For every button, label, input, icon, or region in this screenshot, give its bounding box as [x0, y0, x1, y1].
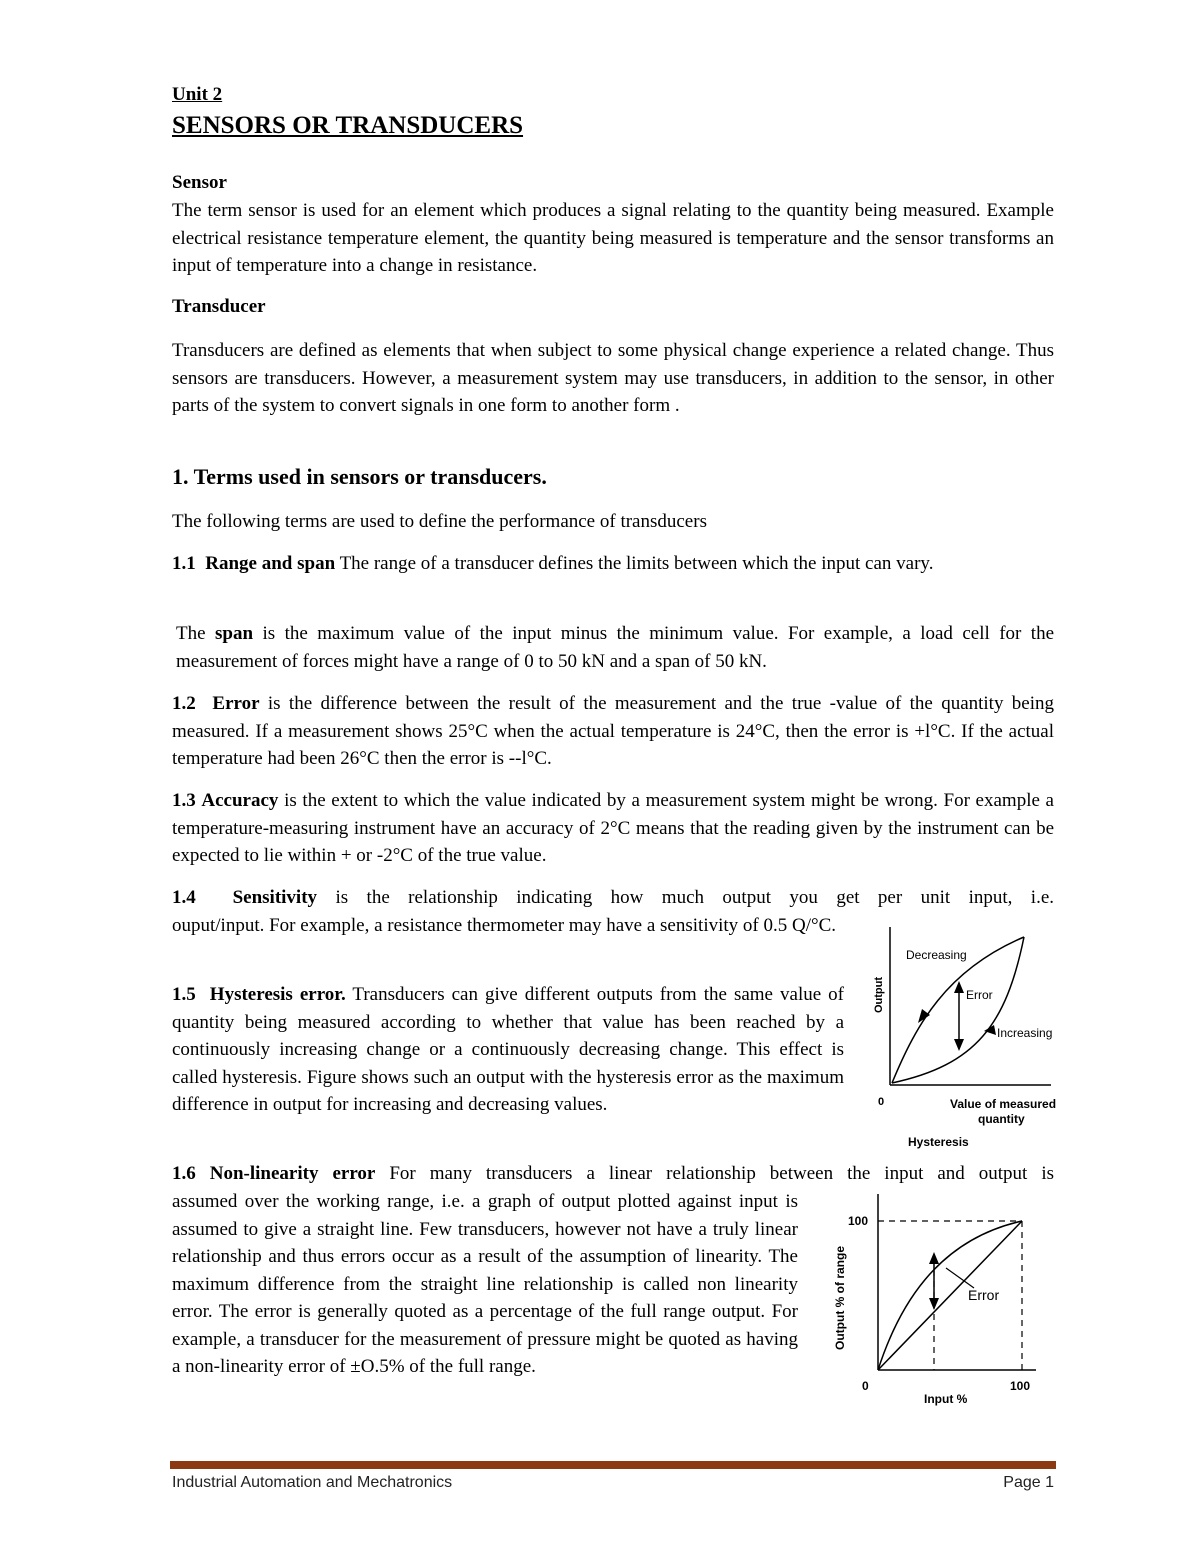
- term-nonlinearity-num: 1.6: [172, 1163, 196, 1184]
- nonlinearity-x-label: Input %: [924, 1392, 968, 1406]
- term-sensitivity-text-line1: is the relationship indicating how much output you get per unit input, i.e.: [335, 887, 1055, 908]
- term-sensitivity-line1: [172, 884, 1054, 912]
- hysteresis-caption: Hysteresis: [908, 1135, 969, 1149]
- arrow-up-icon: [929, 1252, 939, 1264]
- term-nonlinearity-line1: [172, 1160, 1054, 1188]
- unit-label: Unit 2: [172, 84, 223, 105]
- term-accuracy-name: Accuracy: [201, 790, 279, 811]
- term-hysteresis-text: Transducers can give different outputs from the same value of quantity being measured according to whether that value has been reached by a continuously increasing change or a continuously decreasing change. This effect is called hysteresis. Figure shows such an output with the hysteresis error as the maximum difference in output for increasing and decreasing values.: [172, 984, 845, 1115]
- term-sensitivity-name: Sensitivity: [232, 887, 318, 908]
- nonlinearity-origin: 0: [862, 1379, 869, 1393]
- term-accuracy: [172, 787, 1054, 870]
- term-nonlinearity-rest: assumed over the working range, i.e. a graph of output plotted against input is assumed to give a straight line. Few transducers, however not have a truly linear relationship and thus errors occur as a result of the assumption of linearity. The maximum difference from the straight line relationship is called non linearity error. The error is generally quoted as a percentage of the full range output. For example, a transducer for the measurement of pressure might be quoted as having a non-linearity error of ±O.5% of the full range.: [172, 1191, 798, 1377]
- term-nonlinearity-name: Non-linearity error: [209, 1163, 376, 1184]
- transducer-paragraph: Transducers are defined as elements that when subject to some physical change experience a related change. Thus sensors are transducers. However, a measurement system may use transducers, in addition to the sensor, in other parts of the system to convert signals in one form to another form .: [172, 340, 1054, 416]
- section-1-intro: The following terms are used to define the performance of transducers: [172, 511, 707, 532]
- page-title: SENSORS OR TRANSDUCERS: [172, 112, 524, 139]
- term-accuracy-text: is the extent to which the value indicated by a measurement system might be wrong. For example a temperature-measuring instrument have an accuracy of 2°C means that the reading given by the instrument can be expected to lie within + or -2°C of the true value.: [172, 790, 1054, 866]
- term-range-name: Range and span: [205, 553, 336, 574]
- section-1-heading: 1. Terms used in sensors or transducers.: [172, 464, 547, 489]
- term-span-word: span: [215, 623, 254, 644]
- arrow-down-icon: [954, 1039, 964, 1051]
- term-span: [176, 620, 1054, 675]
- term-error-name: Error: [212, 693, 260, 714]
- hysteresis-x-label-2: quantity: [978, 1112, 1025, 1126]
- term-hysteresis-num: 1.5: [172, 984, 196, 1005]
- term-sensitivity-num: 1.4: [172, 887, 196, 908]
- nonlinearity-figure: [826, 1188, 1062, 1410]
- hysteresis-figure: [856, 915, 1066, 1155]
- sensor-heading: Sensor: [172, 172, 227, 193]
- nonlinearity-x-max: 100: [1010, 1379, 1031, 1393]
- hysteresis-decreasing-label: Decreasing: [906, 948, 967, 962]
- hysteresis-x-label-1: Value of measured: [950, 1097, 1057, 1111]
- term-range: [172, 550, 1054, 578]
- sensor-paragraph: The term sensor is used for an element which produces a signal relating to the quantity being measured. Example electrical resistance temperature element, the quantity being measured is temperature and the sensor transforms an input of temperature into a change in resistance.: [172, 200, 1054, 276]
- hysteresis-error-label: Error: [966, 988, 993, 1002]
- term-nonlinearity-text-line1: For many transducers a linear relationship between the input and output is: [389, 1163, 1055, 1184]
- term-error-text: is the difference between the result of the measurement and the true -value of the quantity being measured. If a measurement shows 25°C when the actual temperature is 24°C, then the error is +l°C. If the actual temperature had been 26°C then the error is --l°C.: [172, 693, 1055, 769]
- term-span-pre: The: [176, 623, 206, 644]
- term-hysteresis-name: Hysteresis error.: [209, 984, 346, 1005]
- arrow-up-icon: [954, 981, 964, 993]
- footer-left: Industrial Automation and Mechatronics: [172, 1474, 453, 1491]
- hysteresis-origin: 0: [878, 1096, 885, 1108]
- term-sensitivity-rest: ouput/input. For example, a resistance thermometer may have a sensitivity of 0.5 Q/°C.: [172, 915, 836, 936]
- term-error: [172, 690, 1054, 773]
- term-range-num: 1.1: [172, 553, 196, 574]
- term-range-text: The range of a transducer defines the limits between which the input can vary.: [339, 553, 934, 574]
- footer-rule: [170, 1461, 1056, 1469]
- hysteresis-y-label: Output: [873, 976, 885, 1014]
- footer-page-number: Page 1: [1003, 1474, 1054, 1491]
- transducer-heading: Transducer: [172, 296, 266, 317]
- term-span-text: is the maximum value of the input minus the minimum value. For example, a load cell for the measurement of forces might have a range of 0 to 50 kN and a span of 50 kN.: [176, 623, 1055, 672]
- term-error-num: 1.2: [172, 693, 196, 714]
- nonlinearity-y-label: Output % of range: [833, 1246, 847, 1350]
- straight-line: [878, 1221, 1022, 1370]
- nonlinearity-y-max: 100: [848, 1214, 869, 1228]
- term-hysteresis: [172, 981, 844, 1119]
- term-accuracy-num: 1.3: [172, 790, 196, 811]
- hysteresis-increasing-label: Increasing: [997, 1026, 1053, 1040]
- nonlinearity-error-label: Error: [968, 1287, 1000, 1303]
